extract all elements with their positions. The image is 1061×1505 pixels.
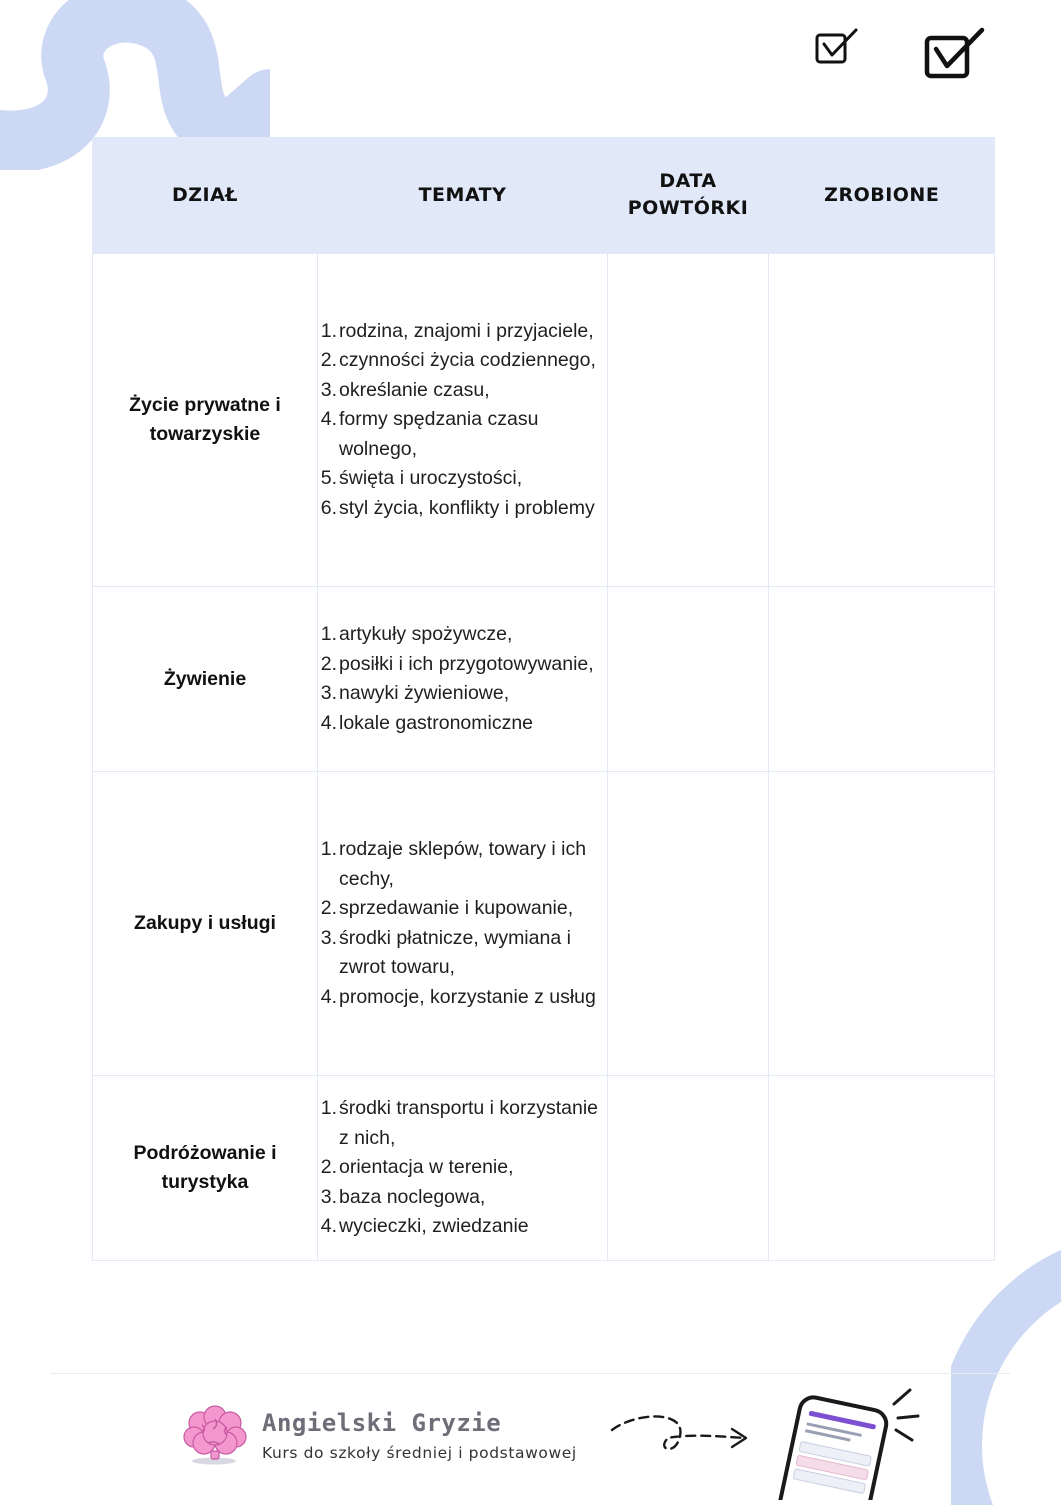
topic-item: 4. promocje, korzystanie z usług <box>320 985 596 1008</box>
topic-item: 5. święta i uroczystości, <box>320 467 523 490</box>
dashed-arrow-icon <box>606 1408 756 1468</box>
topics-cell <box>318 1076 608 1261</box>
topics-cell <box>318 587 608 772</box>
phone-illustration-icon <box>760 1380 930 1500</box>
topics-list <box>318 835 607 1012</box>
column-header-section: DZIAŁ <box>93 137 318 254</box>
topic-item: 2. posiłki i ich przygotowywanie, <box>320 652 594 675</box>
topic-item: 2. sprzedawanie i kupowanie, <box>320 897 574 919</box>
review-date-cell[interactable] <box>608 254 769 587</box>
review-date-cell[interactable] <box>608 772 769 1076</box>
table-row <box>93 772 995 1076</box>
topics-list <box>318 317 607 524</box>
column-header-topics: TEMATY <box>318 137 608 254</box>
topic-item: 3. środki płatnicze, wymiana i zwrot towaru, <box>320 926 571 978</box>
section-cell <box>93 254 318 587</box>
section-cell <box>93 587 318 772</box>
revision-plan-table <box>92 137 995 1261</box>
topic-item: 1. rodzina, znajomi i przyjaciele, <box>320 319 594 342</box>
topics-cell <box>318 772 608 1076</box>
topic-item: 3. określanie czasu, <box>320 378 490 401</box>
topic-item: 1. środki transportu i korzystanie z nich, <box>320 1097 599 1149</box>
topic-item: 6. styl życia, konflikty i problemy <box>320 496 595 519</box>
brain-logo-icon <box>182 1405 248 1467</box>
section-label: Podróżowanie i turystyka <box>133 1142 277 1193</box>
section-label: Życie prywatne i towarzyskie <box>129 394 281 445</box>
column-header-review-date: DATA POWTÓRKI <box>608 137 769 254</box>
section-label: Zakupy i usługi <box>134 912 276 934</box>
footer-divider <box>50 1373 1010 1374</box>
column-header-done: ZROBIONE <box>769 137 995 254</box>
topic-item: 4. wycieczki, zwiedzanie <box>320 1215 529 1238</box>
checkbox-checked-icon <box>922 26 988 82</box>
review-date-cell[interactable] <box>608 1076 769 1261</box>
done-cell[interactable] <box>769 772 995 1076</box>
checkbox-checked-icon <box>812 26 862 68</box>
topic-item: 2. orientacja w terenie, <box>320 1156 514 1179</box>
table-row <box>93 254 995 587</box>
done-cell[interactable] <box>769 1076 995 1261</box>
topic-item: 1. artykuły spożywcze, <box>320 623 513 645</box>
topics-list <box>318 620 607 738</box>
table-row <box>93 1076 995 1261</box>
topic-item: 1. rodzaje sklepów, towary i ich cechy, <box>320 838 587 890</box>
done-cell[interactable] <box>769 254 995 587</box>
section-cell <box>93 772 318 1076</box>
table-row <box>93 587 995 772</box>
brand-name: Angielski Gryzie <box>262 1409 502 1437</box>
done-cell[interactable] <box>769 587 995 772</box>
section-cell <box>93 1076 318 1261</box>
topic-item: 4. formy spędzania czasu wolnego, <box>320 408 539 460</box>
review-date-cell[interactable] <box>608 587 769 772</box>
topics-list <box>318 1094 607 1242</box>
brand-tagline: Kurs do szkoły średniej i podstawowej <box>262 1444 577 1462</box>
topic-item: 3. nawyki żywieniowe, <box>320 682 510 704</box>
topic-item: 3. baza noclegowa, <box>320 1185 486 1208</box>
topics-cell <box>318 254 608 587</box>
table-header-row <box>93 137 995 254</box>
topic-item: 2. czynności życia codziennego, <box>320 349 596 372</box>
section-label: Żywienie <box>163 667 247 690</box>
arc-decoration <box>951 1245 1061 1505</box>
topic-item: 4. lokale gastronomiczne <box>320 711 534 734</box>
